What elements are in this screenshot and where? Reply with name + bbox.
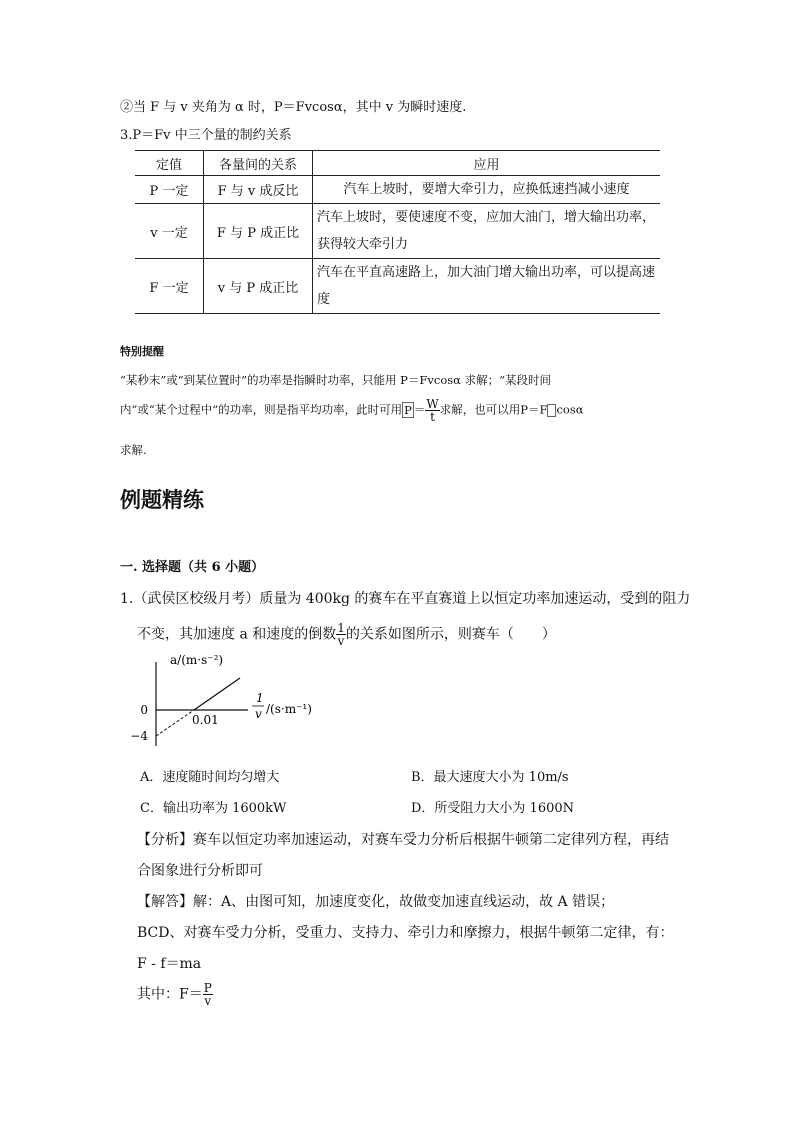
dashed-extrapolation-line <box>156 710 194 736</box>
table-cell-relation: F 与 v 成反比 <box>204 176 313 204</box>
table-header-row <box>135 151 660 176</box>
tip-line-2c: P＝F <box>520 402 548 417</box>
table-cell-application: 汽车上坡时，要增大牵引力，应换低速挡减小速度 <box>313 176 661 204</box>
table-header-fixed: 定值 <box>135 151 204 176</box>
x-axis-numerator: 1 <box>256 691 264 705</box>
power-over-velocity-fraction <box>203 982 213 1007</box>
fraction-numerator: W <box>426 397 439 411</box>
tip-line-1: “某秒末”或“到某位置时”的功率是指瞬时功率，只能用 P＝Fvcosα 求解；“某段时间 <box>120 373 551 387</box>
tip-line-2d: cosα <box>556 402 584 417</box>
tip-line-3: 求解. <box>120 443 147 457</box>
question-line-2 <box>137 622 556 647</box>
y-intercept-label: −4 <box>130 729 148 743</box>
fraction-denominator: t <box>430 410 435 424</box>
tip-eq: ＝ <box>413 402 426 417</box>
avg-power-symbol: P <box>404 402 412 417</box>
table-row <box>135 259 660 314</box>
part-title: 一. 选择题（共 6 小题） <box>120 560 265 575</box>
work-over-time-fraction <box>425 398 439 423</box>
data-line <box>194 678 240 710</box>
option-d: D．所受阻力大小为 1600N <box>411 801 575 816</box>
table-cell-relation: v 与 P 成正比 <box>204 259 313 314</box>
tip-line-2 <box>120 398 584 423</box>
solution-line-4 <box>137 982 213 1007</box>
solution-line-4a: 其中：F＝ <box>137 986 203 1003</box>
tip-title: 特别提醒 <box>120 345 164 358</box>
fraction-denominator: v <box>204 994 212 1008</box>
solution-line-3: F - f＝ma <box>137 956 202 972</box>
tip-line-2a: 内”或“某个过程中”的功率，则是指平均功率，此时可用 <box>120 402 403 417</box>
question-line-1: 1.（武侯区校级月考）质量为 400kg 的赛车在平直赛道上以恒定功率加速运动，受到的阻力 <box>120 591 691 607</box>
table-header-relation: 各量间的关系 <box>204 151 313 176</box>
question-line-2a: 不变，其加速度 a 和速度的倒数 <box>137 626 337 643</box>
intro-line-1: ②当 F 与 v 夹角为 α 时，P＝Fvcosα，其中 v 为瞬时速度. <box>120 100 467 115</box>
table-cell-application: 汽车上坡时，要使速度不变，应加大油门，增大输出功率，获得较大牵引力 <box>313 204 661 259</box>
section-title: 例题精练 <box>120 488 204 512</box>
option-b: B．最大速度大小为 10m/s <box>411 770 569 785</box>
table-cell-fixed: P 一定 <box>135 176 204 204</box>
tip-line-2b: 求解，也可以用 <box>439 402 521 417</box>
x-axis-unit: /(s·m⁻¹) <box>266 702 312 716</box>
relation-table <box>135 150 660 314</box>
option-c: C．输出功率为 1600kW <box>140 801 287 816</box>
analysis-line-1: 【分析】赛车以恒定功率加速运动，对赛车受力分析后根据牛顿第二定律列方程，再结 <box>137 832 669 848</box>
question-line-2b: 的关系如图所示，则赛车（ ） <box>345 626 556 643</box>
fraction-numerator: P <box>203 981 212 995</box>
fraction-denominator: v <box>337 634 345 648</box>
fraction-numerator: 1 <box>337 621 345 635</box>
table-row <box>135 176 660 204</box>
x-tick-label: 0.01 <box>192 713 219 727</box>
inverse-velocity-fraction <box>336 622 346 647</box>
intro-line-2: 3.P＝Fv 中三个量的制约关系 <box>120 128 292 143</box>
table-row <box>135 204 660 259</box>
origin-label: 0 <box>140 703 148 717</box>
y-axis-label: a/(m·s⁻²) <box>170 653 224 667</box>
analysis-line-2: 合图象进行分析即可 <box>137 863 263 879</box>
table-cell-relation: F 与 P 成正比 <box>204 204 313 259</box>
table-cell-application: 汽车在平直高速路上，加大油门增大输出功率，可以提高速度 <box>313 259 661 314</box>
table-header-application: 应用 <box>313 151 661 176</box>
solution-line-2: BCD、对赛车受力分析，受重力、支持力、牵引力和摩擦力，根据牛顿第二定律，有： <box>137 925 674 941</box>
x-axis-denominator: v <box>255 707 262 721</box>
solution-line-1: 【解答】解：A、由图可知，加速度变化，故做变加速直线运动，故 A 错误； <box>137 894 615 910</box>
option-a: A．速度随时间均匀增大 <box>140 770 280 785</box>
table-cell-fixed: v 一定 <box>135 204 204 259</box>
table-cell-fixed: F 一定 <box>135 259 204 314</box>
acceleration-graph <box>130 650 330 750</box>
